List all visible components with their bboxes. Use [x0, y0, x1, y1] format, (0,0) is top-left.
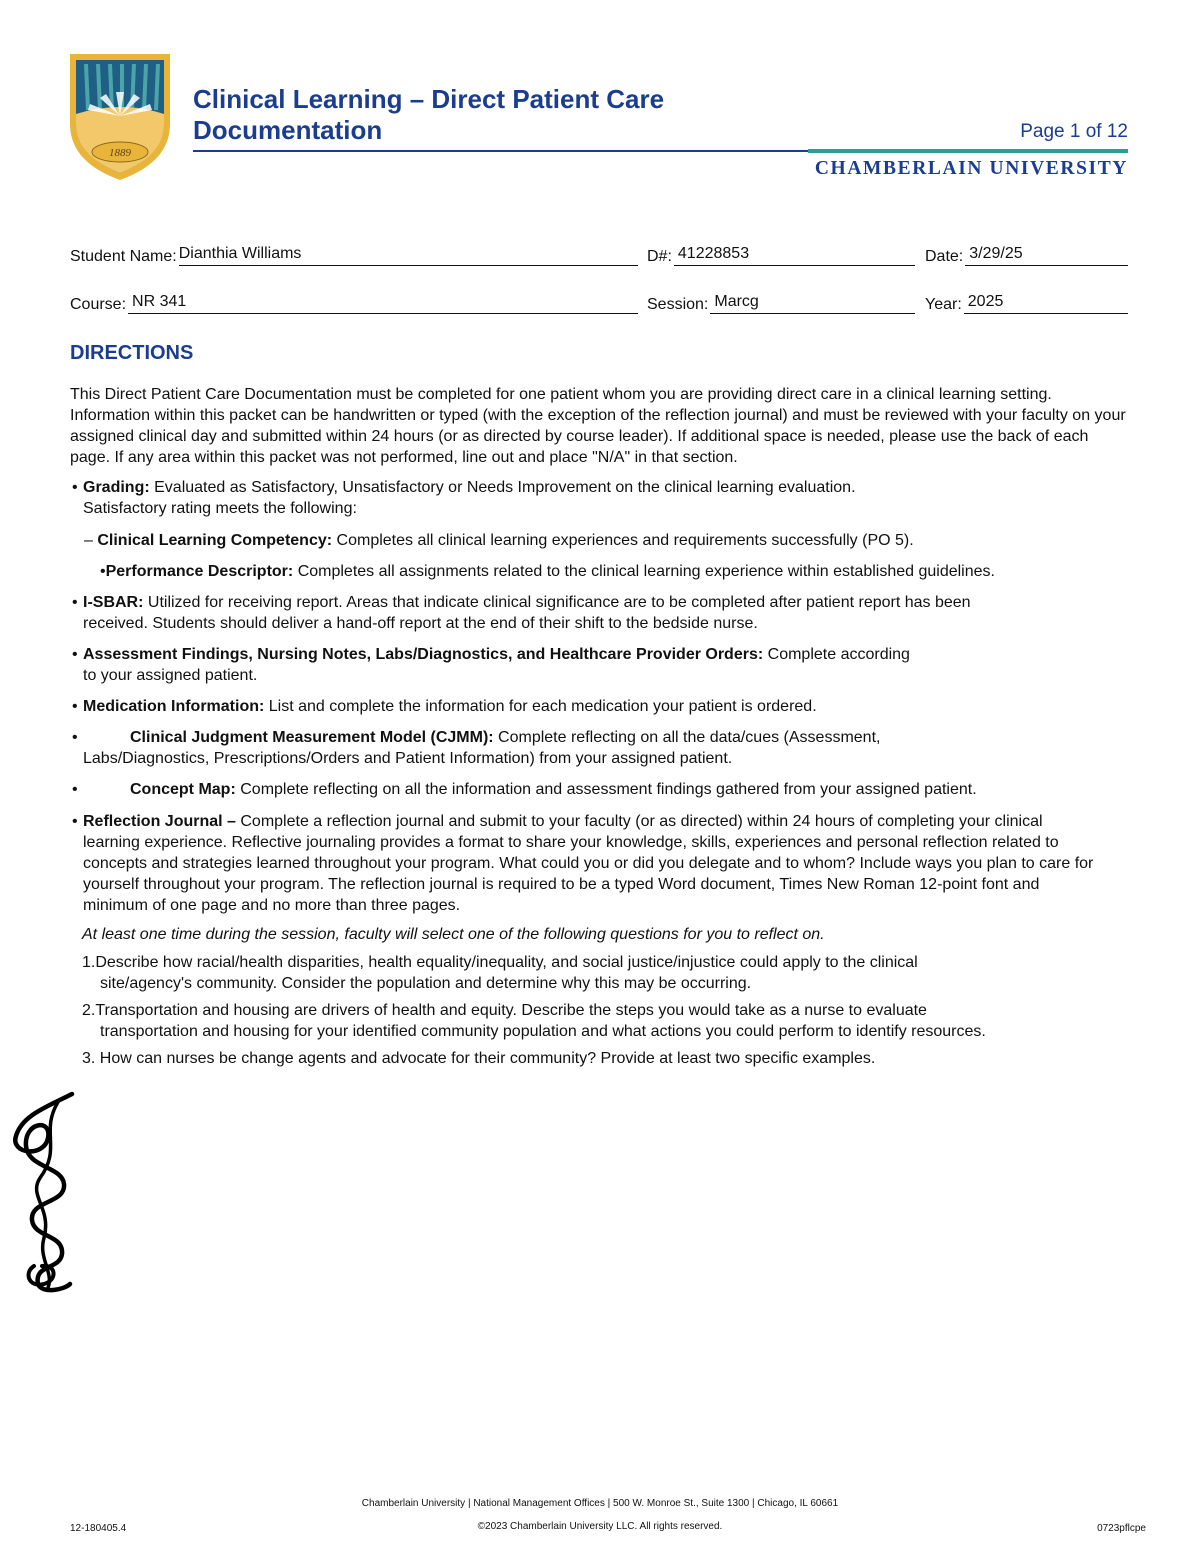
page-indicator: Page 1 of 12 [1020, 121, 1128, 142]
question-text: Transportation and housing are drivers of health and equity. Describe the steps you would take as a nurse to evaluate [95, 1002, 927, 1019]
reflection-text: Complete a reflection journal and submit to your faculty (or as directed) within 24 hours of completing your clinical learning experience. Reflective journaling provides a format to share your knowledge, skills, experiences and personal reflection related to concepts and strategies learned throughout your program. What could you or did you delegate and to whom? Include ways you plan to care for yourself throughout your program. The reflection journal is required to be a typed Word document, Times New Roman 12-point font and minimum of one page and no more than three pages. [83, 813, 1094, 914]
course-info-row [70, 290, 1128, 316]
chamberlain-logo-shield [66, 52, 174, 182]
date-field[interactable] [925, 242, 1128, 266]
bullet-icon: • [100, 563, 106, 580]
directions-intro: This Direct Patient Care Documentation must be completed for one patient whom you are providing direct care in a clinical learning setting. Information within this packet can be handwritten or typed (with the exception of the reflection journal) and must be reviewed with your faculty on your assigned clinical day and submitted within 24 hours (or as directed by course leader). If additional space is needed, please use the back of each page. If any area within this packet was not performed, line out and place "N/A" in that section. [70, 386, 1126, 466]
cjmm-label: Clinical Judgment Measurement Model (CJMM): [130, 729, 494, 746]
bullet-icon: • [72, 729, 78, 746]
question-item [82, 952, 1142, 994]
footer-copyright: ©2023 Chamberlain University LLC. All rights reserved. [477, 1521, 723, 1532]
footer-address: Chamberlain University | National Management Offices | 500 W. Monroe St., Suite 1300 | Chicago, IL 60661 [361, 1498, 839, 1509]
university-name: CHAMBERLAIN UNIVERSITY [814, 158, 1128, 179]
reflect-prompt: At least one time during the session, faculty will select one of the following questions for you to reflect on. [82, 926, 825, 943]
question-text: How can nurses be change agents and advocate for their community? Provide at least two specific examples. [99, 1050, 876, 1067]
question-number: 2. [82, 1002, 96, 1019]
bullet-icon: • [72, 594, 78, 611]
isbar-bullet [72, 592, 1132, 634]
question-text-2: transportation and housing for your identified community population and what actions you could perform to identify resources. [100, 1023, 986, 1040]
grading-text: Evaluated as Satisfactory, Unsatisfactory or Needs Improvement on the clinical learning evaluation. [154, 479, 856, 496]
assessment-bullet [72, 644, 1132, 686]
bullet-icon: • [72, 479, 78, 496]
question-number: 3. [82, 1050, 96, 1067]
reflection-bullet [72, 811, 1097, 916]
medication-text: List and complete the information for each medication your patient is ordered. [268, 698, 817, 715]
session-value[interactable]: Marcg [710, 293, 915, 314]
directions-heading: DIRECTIONS [70, 342, 194, 364]
student-name-field[interactable] [70, 242, 638, 266]
medication-bullet [72, 696, 1132, 717]
document-title [193, 84, 893, 146]
concept-map-bullet [72, 779, 1132, 800]
isbar-label: I-SBAR: [83, 594, 144, 611]
medication-label: Medication Information: [83, 698, 265, 715]
question-number: 1. [82, 954, 96, 971]
competency-label: Clinical Learning Competency: [97, 532, 333, 549]
descriptor-bullet [100, 561, 1160, 582]
competency-bullet [84, 530, 1144, 551]
year-field[interactable] [925, 290, 1128, 314]
d-number-label: D#: [647, 248, 672, 265]
course-field[interactable] [70, 290, 638, 314]
isbar-text: Utilized for receiving report. Areas that indicate clinical significance are to be completed after patient report has been [147, 594, 971, 611]
dash-icon: – [84, 532, 93, 549]
bullet-icon: • [72, 646, 78, 663]
assessment-text-2: to your assigned patient. [83, 667, 258, 684]
form-id: 12-180405.4 [70, 1523, 127, 1534]
student-name-label: Student Name: [70, 248, 177, 265]
descriptor-label: Performance Descriptor: [105, 563, 294, 580]
question-item [82, 1000, 1142, 1042]
question-item [82, 1048, 1142, 1069]
session-label: Session: [647, 296, 709, 313]
assessment-text: Complete according [767, 646, 910, 663]
bullet-icon: • [72, 781, 78, 798]
year-value[interactable]: 2025 [964, 293, 1128, 314]
cjmm-text-2: Labs/Diagnostics, Prescriptions/Orders and Patient Information) from your assigned patient. [83, 750, 733, 767]
assessment-label: Assessment Findings, Nursing Notes, Labs/Diagnostics, and Healthcare Provider Orders: [83, 646, 764, 663]
concept-label: Concept Map: [130, 781, 236, 798]
grading-bullet [72, 477, 1132, 519]
d-number-value[interactable]: 41228853 [674, 245, 915, 266]
session-field[interactable] [647, 290, 915, 314]
cjmm-bullet [72, 727, 1132, 769]
grading-text-2: Satisfactory rating meets the following: [83, 500, 357, 517]
logo-year: 1889 [109, 147, 131, 159]
concept-text: Complete reflecting on all the information and assessment findings gathered from your assigned patient. [240, 781, 977, 798]
date-label: Date: [925, 248, 964, 265]
revision-code: 0723pflcpe [1097, 1523, 1146, 1534]
competency-text: Completes all clinical learning experiences and requirements successfully (PO 5). [336, 532, 914, 549]
student-info-row [70, 242, 1128, 268]
title-line-1: Clinical Learning – Direct Patient Care [193, 84, 665, 114]
handwritten-scribble [4, 1088, 80, 1298]
course-value[interactable]: NR 341 [128, 293, 638, 314]
d-number-field[interactable] [647, 242, 915, 266]
student-name-value[interactable]: Dianthia Williams [179, 245, 638, 266]
grading-label: Grading: [83, 479, 150, 496]
course-label: Course: [70, 296, 127, 313]
cjmm-text: Complete reflecting on all the data/cues (Assessment, [498, 729, 881, 746]
isbar-text-2: received. Students should deliver a hand-off report at the end of their shift to the bedside nurse. [83, 615, 758, 632]
descriptor-text: Completes all assignments related to the clinical learning experience within established guidelines. [297, 563, 995, 580]
title-line-2: Documentation [193, 115, 383, 145]
question-text: Describe how racial/health disparities, health equality/inequality, and social justice/injustice could apply to the clinical [95, 954, 918, 971]
bullet-icon: • [72, 698, 78, 715]
bullet-icon: • [72, 813, 78, 830]
year-label: Year: [925, 296, 962, 313]
question-text-2: site/agency's community. Consider the population and determine why this may be occurring. [100, 975, 752, 992]
date-value[interactable]: 3/29/25 [965, 245, 1128, 266]
reflection-label: Reflection Journal – [83, 813, 236, 830]
header-accent-rule [808, 149, 1128, 153]
